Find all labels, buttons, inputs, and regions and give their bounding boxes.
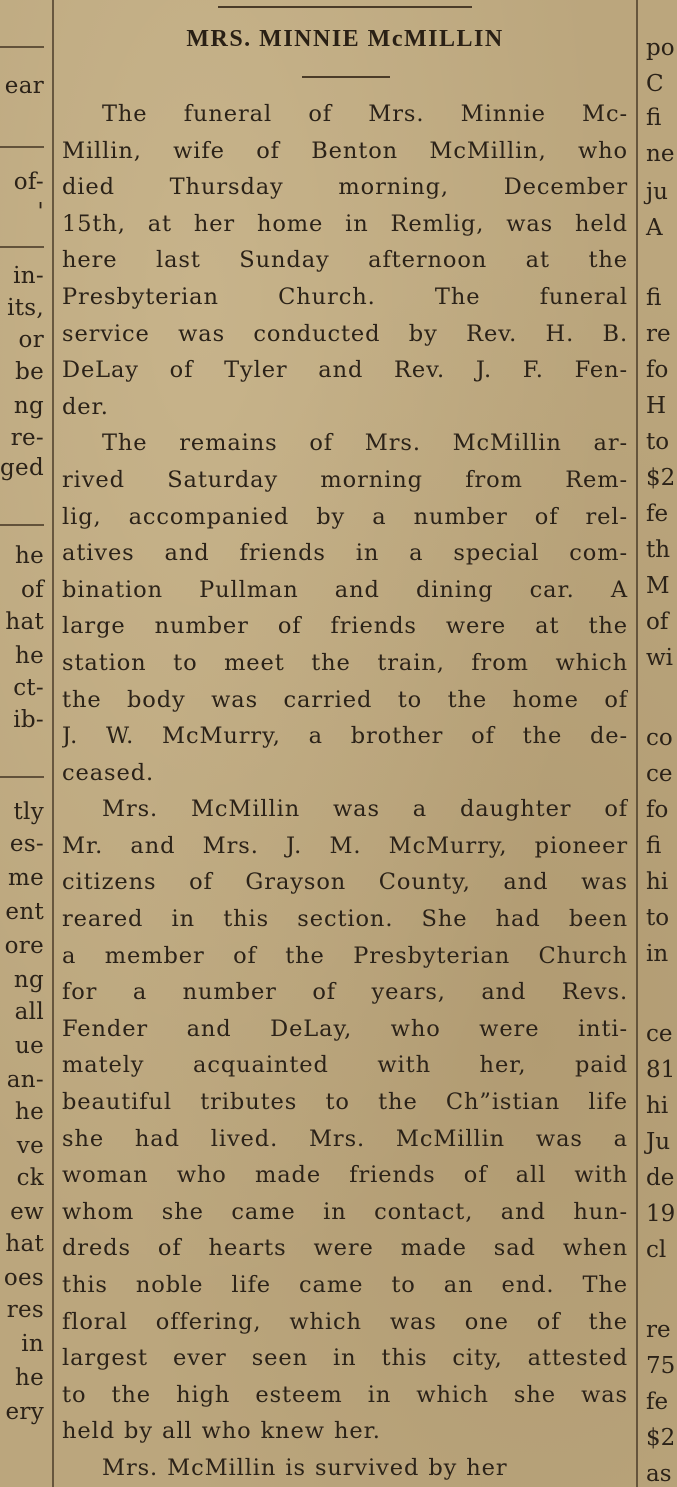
right-column-fragment: po (646, 35, 675, 61)
article-line: bination Pullman and dining car. A (62, 576, 628, 603)
right-column-fragment: to (646, 429, 670, 455)
right-column-fragment: fe (646, 1389, 669, 1415)
right-column-fragment: ce (646, 761, 673, 787)
article-line: Mrs. McMillin was a daughter of (102, 796, 628, 823)
article-line: Presbyterian Church. The funeral (62, 283, 628, 310)
article-line: largest ever seen in this city, attested (62, 1345, 628, 1372)
article-line: mately acquainted with her, paid (62, 1052, 628, 1079)
left-column-fragment: ged (0, 455, 44, 481)
article-line: Fender and DeLay, who were inti- (62, 1015, 628, 1042)
left-column-fragment: ery (5, 1399, 44, 1425)
left-column-fragment: ore (4, 933, 44, 959)
left-column-fragment: hat (5, 1231, 44, 1257)
left-column-fragment: an- (6, 1067, 44, 1093)
left-column-fragment: ue (14, 1033, 44, 1059)
article-line: DeLay of Tyler and Rev. J. F. Fen- (62, 357, 628, 384)
right-column-fragment: of (646, 609, 669, 635)
right-column-fragment: H (646, 393, 667, 419)
left-column-fragment: all (14, 999, 44, 1025)
right-column-fragment: hi (646, 869, 669, 895)
article-line: died Thursday morning, December (62, 174, 628, 201)
article-line: held by all who knew her. (62, 1418, 381, 1445)
right-column-fragment: in (646, 941, 669, 967)
right-column-fragment: wi (646, 645, 674, 671)
left-column-fragment: ' (37, 199, 44, 225)
left-column-fragment: ent (5, 899, 44, 925)
left-column-fragment: in (21, 1331, 44, 1357)
article-line: Millin, wife of Benton McMillin, who (62, 137, 628, 164)
right-column-fragment: $2 (646, 465, 676, 491)
left-column-fragment: he (14, 643, 44, 669)
column-divider (0, 776, 44, 778)
left-column-fragment: ve (16, 1133, 44, 1159)
article-line: rived Saturday morning from Rem- (62, 466, 628, 493)
left-column-fragment: ct- (13, 675, 44, 701)
left-column-fragment: he (14, 1099, 44, 1125)
right-column-fragment: A (646, 215, 663, 241)
right-column-fragment: 81 (646, 1057, 676, 1083)
article-line: floral offering, which was one of the (62, 1308, 628, 1335)
left-column-fragment: or (18, 327, 44, 353)
left-column-fragment: ib- (13, 707, 44, 733)
right-column-fragment: th (646, 537, 671, 563)
right-column-fragment: Ju (646, 1129, 671, 1155)
article-line: lig, accompanied by a number of rel- (62, 503, 628, 530)
right-column-fragment: ce (646, 1021, 673, 1047)
right-column-fragment: fi (646, 833, 662, 859)
article-line: to the high esteem in which she was (62, 1381, 628, 1408)
left-adjacent-column (0, 0, 50, 1487)
right-column-fragment: fo (646, 357, 669, 383)
article-line: dreds of hearts were made sad when (62, 1235, 628, 1262)
column-divider (0, 46, 44, 48)
right-column-fragment: de (646, 1165, 675, 1191)
article-line: she had lived. Mrs. McMillin was a (62, 1125, 628, 1152)
column-rule-left (52, 0, 54, 1487)
article-line: here last Sunday afternoon at the (62, 247, 628, 274)
right-column-fragment: as (646, 1461, 672, 1487)
left-column-fragment: ew (10, 1199, 44, 1225)
top-rule (218, 6, 472, 8)
right-column-fragment: 19 (646, 1201, 676, 1227)
article-line: The remains of Mrs. McMillin ar- (102, 430, 628, 457)
left-column-fragment: in- (13, 263, 44, 289)
right-column-fragment: fo (646, 797, 669, 823)
headline-rule (302, 76, 390, 78)
article-line: der. (62, 393, 109, 420)
right-column-fragment: ne (646, 141, 675, 167)
left-column-fragment: oes (3, 1265, 44, 1291)
left-column-fragment: ng (13, 967, 44, 993)
article-line: large number of friends were at the (62, 613, 628, 640)
article-line: whom she came in contact, and hun- (62, 1198, 628, 1225)
right-column-fragment: fi (646, 285, 662, 311)
right-column-fragment: re (646, 321, 671, 347)
left-column-fragment: tly (13, 799, 44, 825)
left-column-fragment: hat (5, 609, 44, 635)
article-line: the body was carried to the home of (62, 686, 628, 713)
article-headline: MRS. MINNIE McMILLIN (186, 26, 504, 52)
right-column-fragment: fi (646, 105, 662, 131)
left-column-fragment: ear (4, 73, 44, 99)
left-column-fragment: re- (10, 425, 44, 451)
right-column-fragment: fe (646, 501, 669, 527)
article-line: 15th, at her home in Remlig, was held (62, 210, 628, 237)
right-column-fragment: hi (646, 1093, 669, 1119)
article-line: woman who made friends of all with (62, 1162, 628, 1189)
article-line: ceased. (62, 759, 155, 786)
article-line: reared in this section. She had been (62, 906, 628, 933)
right-column-fragment: to (646, 905, 670, 931)
column-divider (0, 246, 44, 248)
left-column-fragment: me (7, 865, 44, 891)
article-line: for a number of years, and Revs. (62, 979, 628, 1006)
column-divider (0, 146, 44, 148)
right-column-fragment: M (646, 573, 670, 599)
article-line: J. W. McMurry, a brother of the de- (62, 723, 628, 750)
article-line: beautiful tributes to the Ch”istian life (62, 1089, 628, 1116)
article-line: The funeral of Mrs. Minnie Mc- (102, 101, 628, 127)
left-column-fragment: ck (16, 1165, 44, 1191)
right-adjacent-column (640, 0, 677, 1487)
left-column-fragment: res (6, 1297, 44, 1323)
right-column-fragment: cl (646, 1237, 667, 1263)
left-column-fragment: he (14, 1365, 44, 1391)
left-column-fragment: be (15, 359, 44, 385)
right-column-fragment: re (646, 1317, 671, 1343)
left-column-fragment: he (14, 543, 44, 569)
article-line: a member of the Presbyterian Church (62, 942, 628, 969)
article-line: service was conducted by Rev. H. B. (62, 320, 628, 347)
right-column-fragment: ju (646, 179, 668, 205)
article-line: station to meet the train, from which (62, 649, 628, 676)
right-column-fragment: $2 (646, 1425, 676, 1451)
column-divider (0, 524, 44, 526)
right-column-fragment: C (646, 71, 664, 97)
article-column (62, 0, 628, 1487)
article-line: Mr. and Mrs. J. M. McMurry, pioneer (62, 832, 628, 859)
left-column-fragment: es- (9, 831, 44, 857)
right-column-fragment: 75 (646, 1353, 676, 1379)
left-column-fragment: of- (13, 169, 44, 195)
left-column-fragment: its, (7, 295, 44, 321)
left-column-fragment: of (21, 577, 44, 603)
article-body (62, 96, 628, 1487)
article-line: citizens of Grayson County, and was (62, 869, 628, 896)
article-line: Mrs. McMillin is survived by her (102, 1454, 508, 1481)
article-line: this noble life came to an end. The (62, 1272, 628, 1298)
column-rule-right (636, 0, 638, 1487)
article-line: atives and friends in a special com- (62, 540, 628, 567)
left-column-fragment: ng (13, 393, 44, 419)
right-column-fragment: co (646, 725, 673, 751)
